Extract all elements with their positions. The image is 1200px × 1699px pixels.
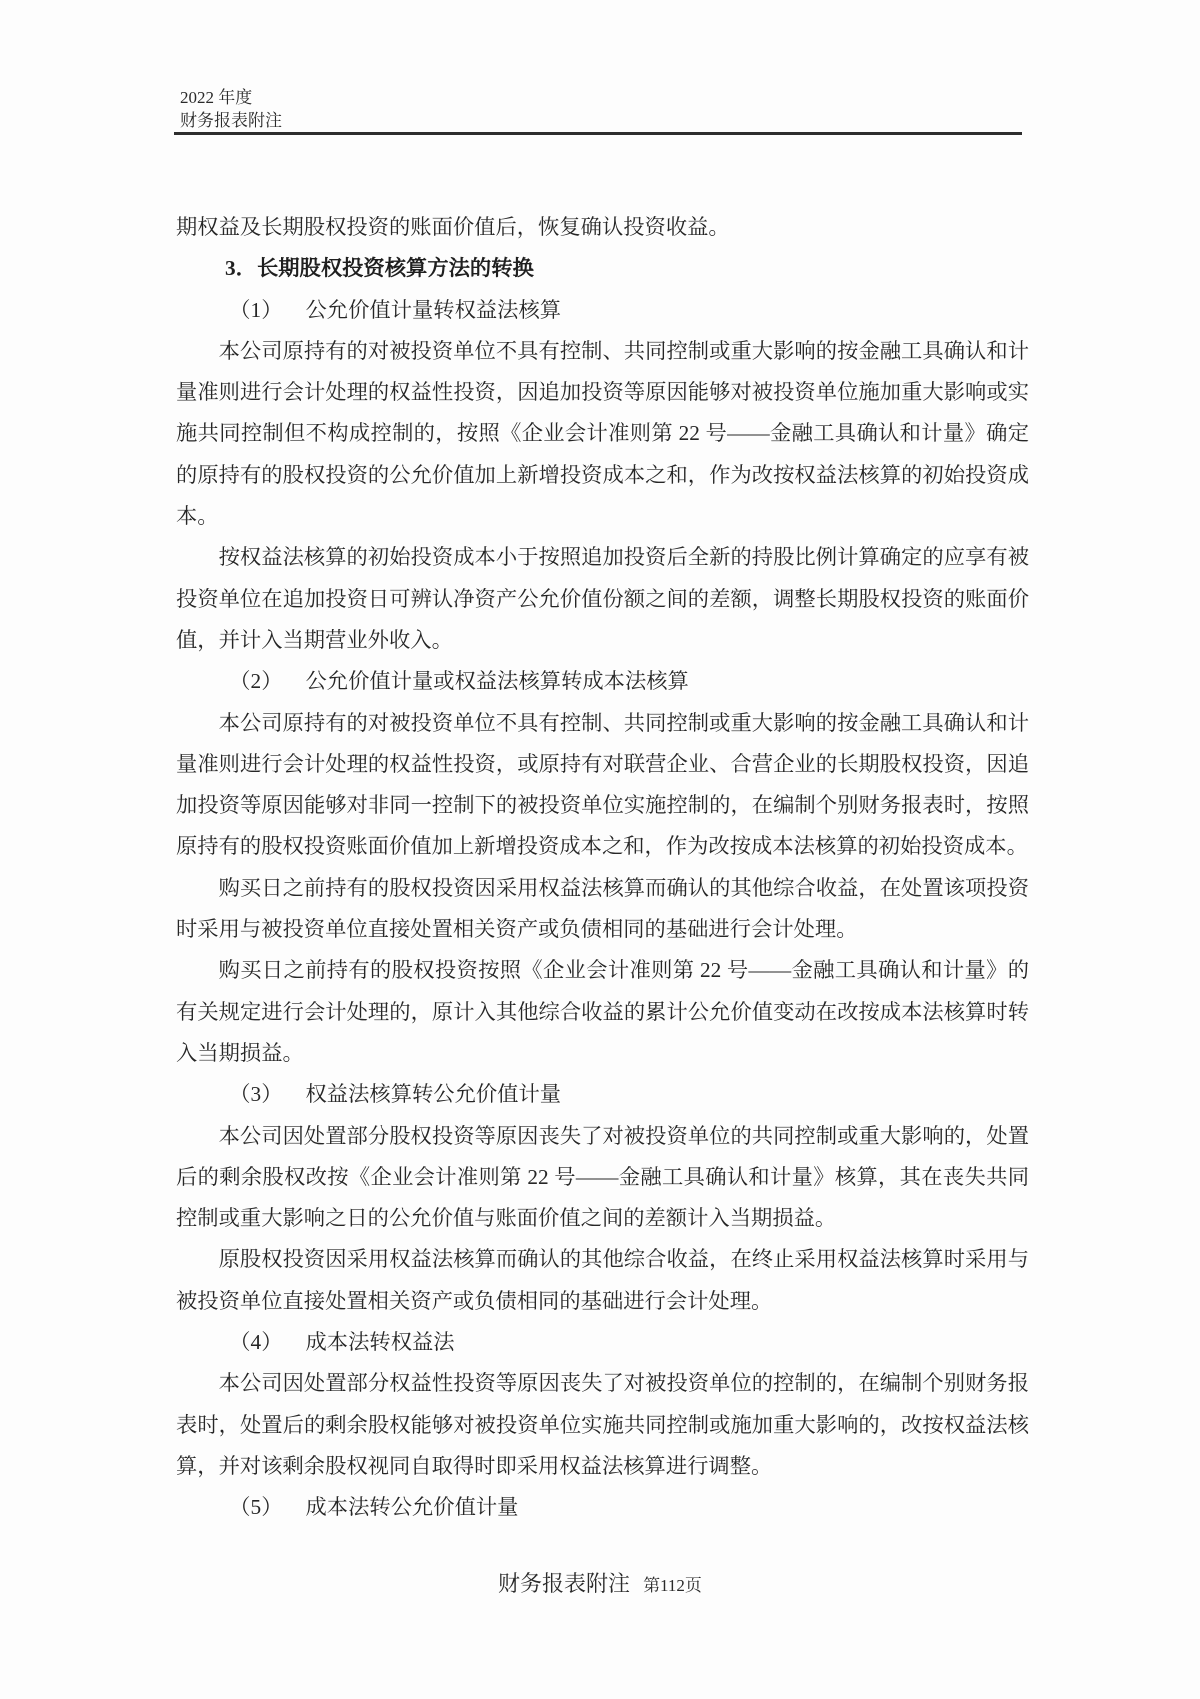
subsection-heading-1 bbox=[176, 290, 1029, 331]
subsection-heading-3 bbox=[176, 1074, 1029, 1115]
subsection-title: 公允价值计量或权益法核算转成本法核算 bbox=[305, 669, 689, 694]
page-header bbox=[180, 86, 282, 132]
footer-page-number: 第112页 bbox=[643, 1576, 702, 1595]
paragraph: 本公司原持有的对被投资单位不具有控制、共同控制或重大影响的按金融工具确认和计量准则进行会计处理的权益性投资，因追加投资等原因能够对被投资单位施加重大影响或实施共同控制但不构成控制的，按照《企业会计准则第 22 号——金融工具确认和计量》确定的原持有的股权投资的公允价值加上新增投资成本之和，作为改按权益法核算的初始投资成本。 bbox=[176, 338, 1029, 529]
subsection-number: （3） bbox=[229, 1082, 283, 1107]
subsection-number: （5） bbox=[229, 1495, 283, 1520]
paragraph: 原股权投资因采用权益法核算而确认的其他综合收益，在终止采用权益法核算时采用与被投资单位直接处置相关资产或负债相同的基础进行会计处理。 bbox=[176, 1247, 1029, 1313]
document-body bbox=[176, 207, 1029, 1529]
section-title: 长期股权投资核算方法的转换 bbox=[256, 256, 534, 281]
footer-title: 财务报表附注 bbox=[498, 1571, 631, 1596]
subsection-title: 成本法转公允价值计量 bbox=[305, 1495, 519, 1520]
subsection-heading-5 bbox=[176, 1487, 1029, 1528]
paragraph: 购买日之前持有的股权投资按照《企业会计准则第 22 号——金融工具确认和计量》的有关规定进行会计处理的，原计入其他综合收益的累计公允价值变动在改按成本法核算时转入当期损益。 bbox=[176, 958, 1029, 1065]
paragraph: 本公司原持有的对被投资单位不具有控制、共同控制或重大影响的按金融工具确认和计量准则进行会计处理的权益性投资，或原持有对联营企业、合营企业的长期股权投资，因追加投资等原因能够对非同一控制下的被投资单位实施控制的，在编制个别财务报表时，按照原持有的股权投资账面价值加上新增投资成本之和，作为改按成本法核算的初始投资成本。 bbox=[176, 710, 1029, 859]
header-year-line: 2022 年度 bbox=[180, 88, 253, 107]
subsection-title: 公允价值计量转权益法核算 bbox=[305, 297, 562, 322]
paragraph: 本公司因处置部分权益性投资等原因丧失了对被投资单位的控制的，在编制个别财务报表时，处置后的剩余股权能够对被投资单位实施共同控制或施加重大影响的，改按权益法核算，并对该剩余股权视同自取得时即采用权益法核算进行调整。 bbox=[176, 1371, 1029, 1478]
header-title-line: 财务报表附注 bbox=[180, 111, 282, 130]
subsection-number: （2） bbox=[229, 669, 283, 694]
subsection-title: 成本法转权益法 bbox=[305, 1330, 455, 1355]
subsection-number: （1） bbox=[229, 297, 283, 322]
paragraph: 购买日之前持有的股权投资因采用权益法核算而确认的其他综合收益，在处置该项投资时采用与被投资单位直接处置相关资产或负债相同的基础进行会计处理。 bbox=[176, 875, 1029, 942]
paragraph: 按权益法核算的初始投资成本小于按照追加投资后全新的持股比例计算确定的应享有被投资单位在追加投资日可辨认净资产公允价值份额之间的差额，调整长期股权投资的账面价值，并计入当期营业外收入。 bbox=[176, 545, 1029, 652]
header-rule bbox=[174, 132, 1022, 135]
subsection-number: （4） bbox=[229, 1330, 283, 1355]
subsection-title: 权益法核算转公允价值计量 bbox=[305, 1082, 562, 1107]
section-number: 3． bbox=[224, 256, 257, 281]
section-heading bbox=[176, 248, 1029, 289]
paragraph: 本公司因处置部分股权投资等原因丧失了对被投资单位的共同控制或重大影响的，处置后的剩余股权改按《企业会计准则第 22 号——金融工具确认和计量》核算，其在丧失共同控制或重大影响之日的公允价值与账面价值之间的差额计入当期损益。 bbox=[176, 1123, 1029, 1231]
page-footer bbox=[0, 1567, 1200, 1598]
subsection-heading-4 bbox=[176, 1322, 1029, 1363]
paragraph-continuation: 期权益及长期股权投资的账面价值后，恢复确认投资收益。 bbox=[176, 215, 730, 239]
subsection-heading-2 bbox=[176, 661, 1029, 702]
